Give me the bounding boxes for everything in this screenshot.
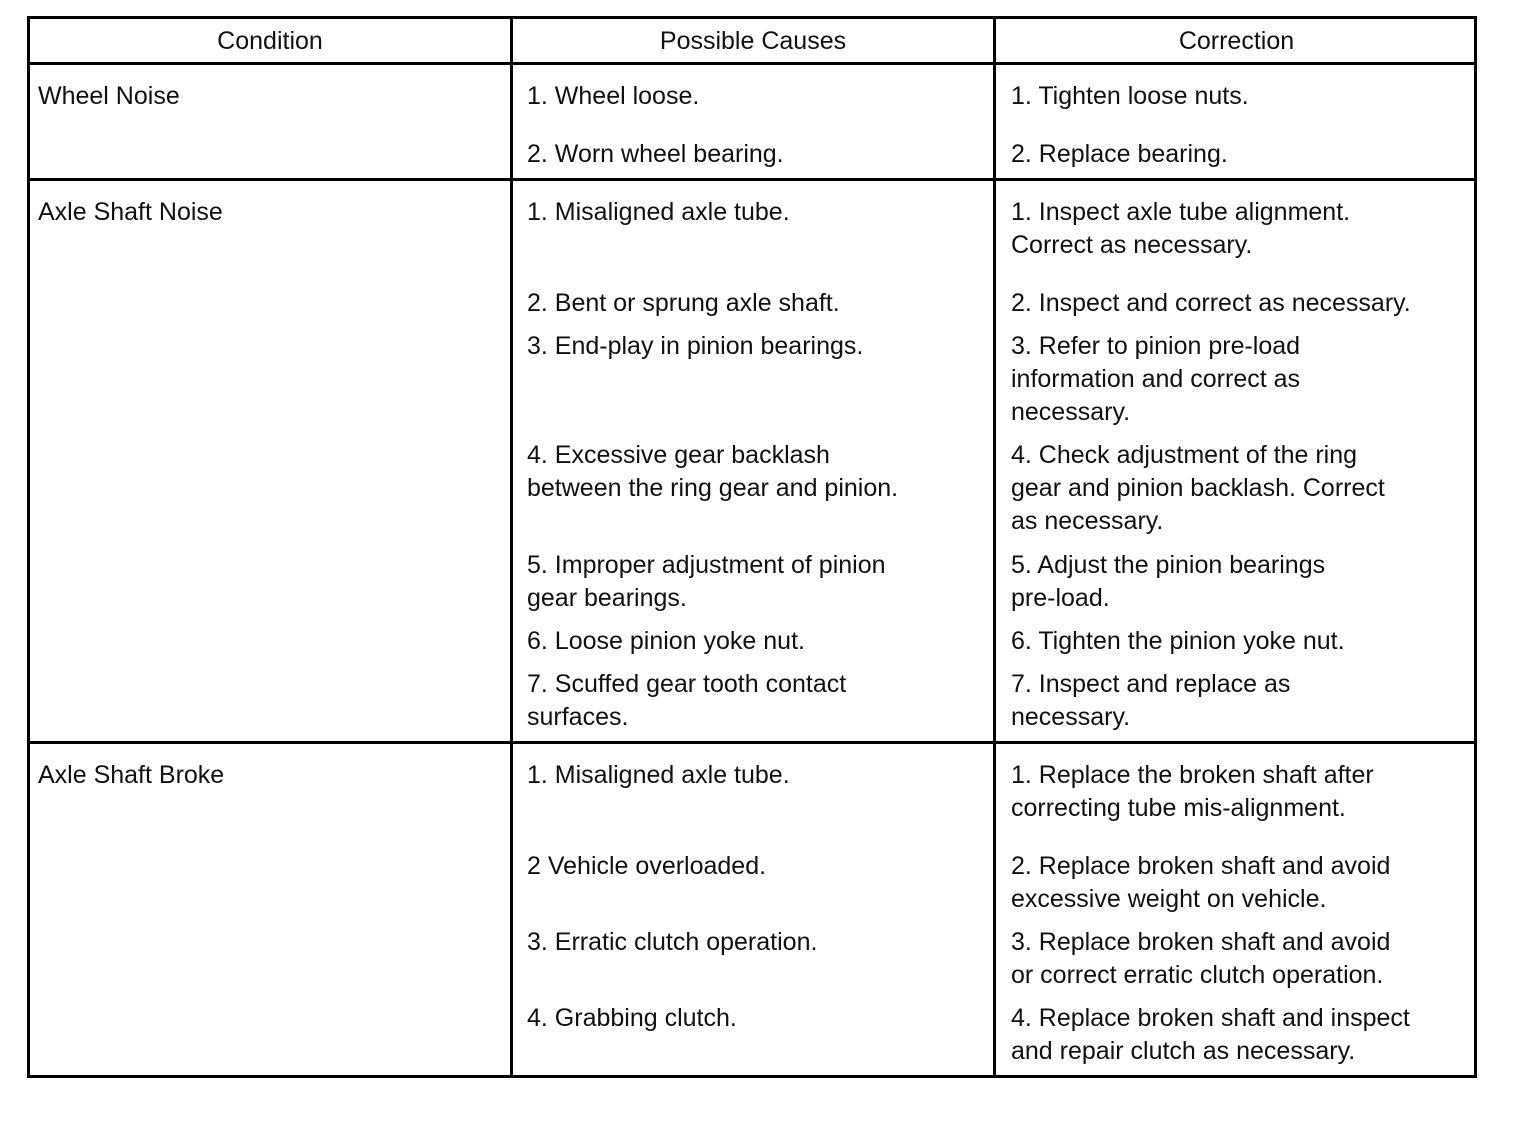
correction-line: 6. Tighten the pinion yoke nut. xyxy=(1011,627,1345,655)
correction-line: 4. Check adjustment of the ring xyxy=(1011,441,1358,469)
cause-line: 5. Improper adjustment of pinion xyxy=(527,551,886,579)
condition-axle-shaft-broke: Axle Shaft Broke xyxy=(38,761,225,789)
correction-line: correcting tube mis-alignment. xyxy=(1011,794,1346,822)
cause-line: 4. Grabbing clutch. xyxy=(527,1004,737,1032)
cause-line: between the ring gear and pinion. xyxy=(527,474,899,502)
header-correction: Correction xyxy=(1178,26,1295,55)
condition-axle-shaft-noise: Axle Shaft Noise xyxy=(38,198,223,226)
correction-line: 2. Replace bearing. xyxy=(1011,140,1228,168)
correction-line: 2. Inspect and correct as necessary. xyxy=(1011,289,1411,317)
correction-line: 2. Replace broken shaft and avoid xyxy=(1011,852,1391,880)
correction-line: information and correct as xyxy=(1011,365,1301,393)
row-divider xyxy=(30,741,1474,744)
correction-line: excessive weight on vehicle. xyxy=(1011,885,1327,913)
correction-line: necessary. xyxy=(1011,398,1131,426)
correction-line: and repair clutch as necessary. xyxy=(1011,1037,1356,1065)
cause-line: 3. Erratic clutch operation. xyxy=(527,928,818,956)
cause-line: 1. Misaligned axle tube. xyxy=(527,198,790,226)
row-divider xyxy=(30,178,1474,181)
correction-line: 4. Replace broken shaft and inspect xyxy=(1011,1004,1410,1032)
correction-line: 1. Inspect axle tube alignment. xyxy=(1011,198,1351,226)
cause-line: 7. Scuffed gear tooth contact xyxy=(527,670,847,698)
correction-line: 1. Tighten loose nuts. xyxy=(1011,82,1249,110)
cause-line: 1. Misaligned axle tube. xyxy=(527,761,790,789)
correction-line: 1. Replace the broken shaft after xyxy=(1011,761,1374,789)
cause-line: 4. Excessive gear backlash xyxy=(527,441,830,469)
condition-wheel-noise: Wheel Noise xyxy=(38,82,180,110)
correction-line: 5. Adjust the pinion bearings xyxy=(1011,551,1326,579)
correction-line: necessary. xyxy=(1011,703,1131,731)
header-possible-causes: Possible Causes xyxy=(659,26,847,55)
cause-line: 2. Worn wheel bearing. xyxy=(527,140,784,168)
cause-line: 6. Loose pinion yoke nut. xyxy=(527,627,805,655)
correction-line: Correct as necessary. xyxy=(1011,231,1253,259)
correction-line: pre-load. xyxy=(1011,584,1110,612)
cause-line: gear bearings. xyxy=(527,584,687,612)
cause-line: 2. Bent or sprung axle shaft. xyxy=(527,289,840,317)
header-condition: Condition xyxy=(217,26,323,55)
correction-line: or correct erratic clutch operation. xyxy=(1011,961,1384,989)
cause-line: surfaces. xyxy=(527,703,629,731)
correction-line: 7. Inspect and replace as xyxy=(1011,670,1291,698)
correction-line: 3. Replace broken shaft and avoid xyxy=(1011,928,1391,956)
correction-line: 3. Refer to pinion pre-load xyxy=(1011,332,1301,360)
cause-line: 1. Wheel loose. xyxy=(527,82,700,110)
troubleshooting-table xyxy=(27,16,1477,1078)
correction-line: as necessary. xyxy=(1011,507,1164,535)
cause-line: 3. End-play in pinion bearings. xyxy=(527,332,864,360)
cause-line: 2 Vehicle overloaded. xyxy=(527,852,767,880)
correction-line: gear and pinion backlash. Correct xyxy=(1011,474,1385,502)
